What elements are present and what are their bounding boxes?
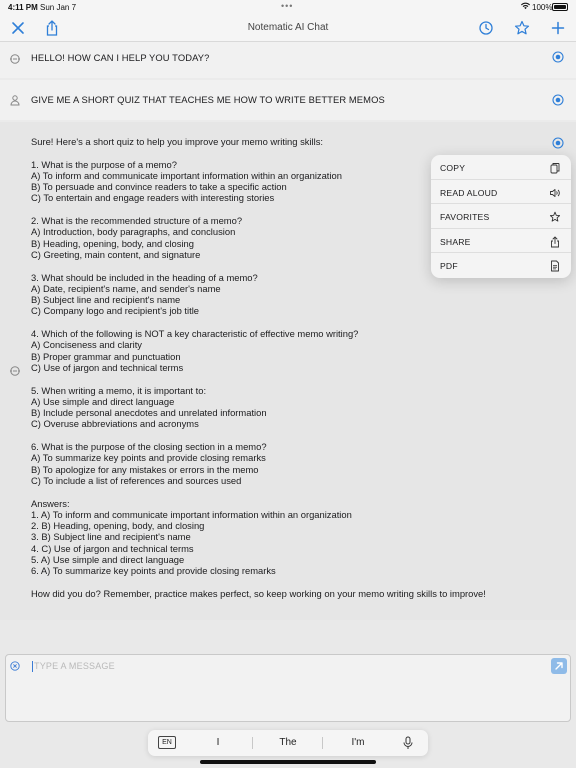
status-bar — [0, 0, 576, 14]
clear-input-icon[interactable] — [10, 658, 20, 668]
multitask-dots[interactable]: ••• — [281, 1, 294, 11]
suggestion-2[interactable]: The — [279, 737, 297, 748]
menu-item-copy[interactable] — [431, 155, 571, 180]
message-options-icon[interactable] — [552, 136, 564, 148]
menu-item-label: PDF — [440, 261, 458, 272]
user-avatar-icon — [9, 93, 21, 105]
plus-icon — [549, 24, 567, 41]
menu-item-label: COPY — [440, 163, 466, 173]
keyboard-language-key[interactable]: EN — [158, 736, 176, 749]
history-icon — [477, 24, 495, 41]
message-row-user-prompt[interactable] — [0, 80, 576, 120]
microphone-icon[interactable] — [402, 736, 414, 750]
new-chat-button[interactable] — [549, 19, 567, 37]
message-context-menu — [431, 155, 571, 278]
send-button[interactable] — [551, 658, 567, 674]
menu-item-pdf[interactable] — [431, 253, 571, 278]
keyboard-suggestion-bar — [148, 730, 428, 756]
battery-percentage: 100% — [532, 3, 553, 12]
message-row-assistant-greeting[interactable] — [0, 42, 576, 78]
suggestion-3[interactable]: I'm — [351, 737, 365, 748]
suggestion-1[interactable]: I — [216, 737, 220, 748]
message-input[interactable] — [34, 658, 514, 674]
menu-item-share[interactable] — [431, 229, 571, 254]
menu-item-read-aloud[interactable] — [431, 180, 571, 205]
nav-bar — [0, 14, 576, 42]
copy-icon — [549, 161, 561, 173]
star-icon — [513, 24, 531, 41]
share-icon — [549, 235, 561, 247]
menu-item-label: READ ALOUD — [440, 187, 498, 198]
star-icon — [549, 210, 561, 222]
page-title: Notematic AI Chat — [247, 22, 329, 33]
suggestion-divider — [322, 737, 323, 749]
suggestion-divider — [252, 737, 253, 749]
menu-item-favorites[interactable] — [431, 204, 571, 229]
menu-item-label: FAVORITES — [440, 212, 490, 223]
message-text: HELLO! HOW CAN I HELP YOU TODAY? — [31, 52, 210, 63]
ai-avatar-icon — [9, 364, 21, 376]
message-options-icon[interactable] — [552, 50, 564, 62]
status-time: 4:11 PM — [8, 3, 38, 12]
favorites-button[interactable] — [513, 19, 531, 37]
message-options-icon[interactable] — [552, 93, 564, 105]
battery-icon — [552, 3, 568, 11]
menu-item-label: SHARE — [440, 236, 471, 247]
home-indicator[interactable] — [200, 760, 376, 764]
ai-avatar-icon — [9, 52, 21, 64]
document-icon — [549, 259, 561, 271]
send-arrow-icon — [551, 661, 567, 678]
text-caret — [32, 661, 33, 672]
response-text: Sure! Here's a short quiz to help you improve your memo writing skills: 1. What is the purpose of a memo? A) To inform and communicate important information within an organization B) To persuade and convince readers to take a specific action C) To entertain and engage readers with interesting stories 2. What is the recommended structure of a memo? A) Introduction, body paragraphs, and conclusion B) Heading, opening, body, and closing C) Greeting, main content, and signature 3. What should be included in the heading of a memo? A) Date, recipient's name, and sender's name B) Subject line and recipient's name C) Company logo and recipient's job title 4. Which of the following is NOT a key characteristic of effective memo writing? A) Conciseness and clarity B) Proper grammar and punctuation C) Use of jargon and technical terms 5. When writing a memo, it is important to: A) Use simple and direct language B) Include personal anecdotes and unrelated information C) Overuse abbreviations and acronyms 6. What is the purpose of the closing section in a memo? A) To summarize key points and provide closing remarks B) To apologize for any mistakes or errors in the memo C) To include a list of references and sources used Answers: 1. A) To inform and communicate important information within an organization 2. B) Heading, opening, body, and closing 3. B) Subject line and recipient's name 4. C) Use of jargon and technical terms 5. A) Use simple and direct language 6. A) To summarize key points and provide closing remarks How did you do? Remember, practice makes perfect, so keep working on your memo writing skills to improve! — [31, 136, 486, 599]
wifi-icon — [521, 2, 530, 10]
status-date: Sun Jan 7 — [40, 3, 77, 12]
message-text: GIVE ME A SHORT QUIZ THAT TEACHES ME HOW TO WRITE BETTER MEMOS — [31, 94, 385, 105]
message-composer — [5, 654, 571, 722]
history-button[interactable] — [477, 19, 495, 37]
speaker-icon — [549, 186, 561, 198]
